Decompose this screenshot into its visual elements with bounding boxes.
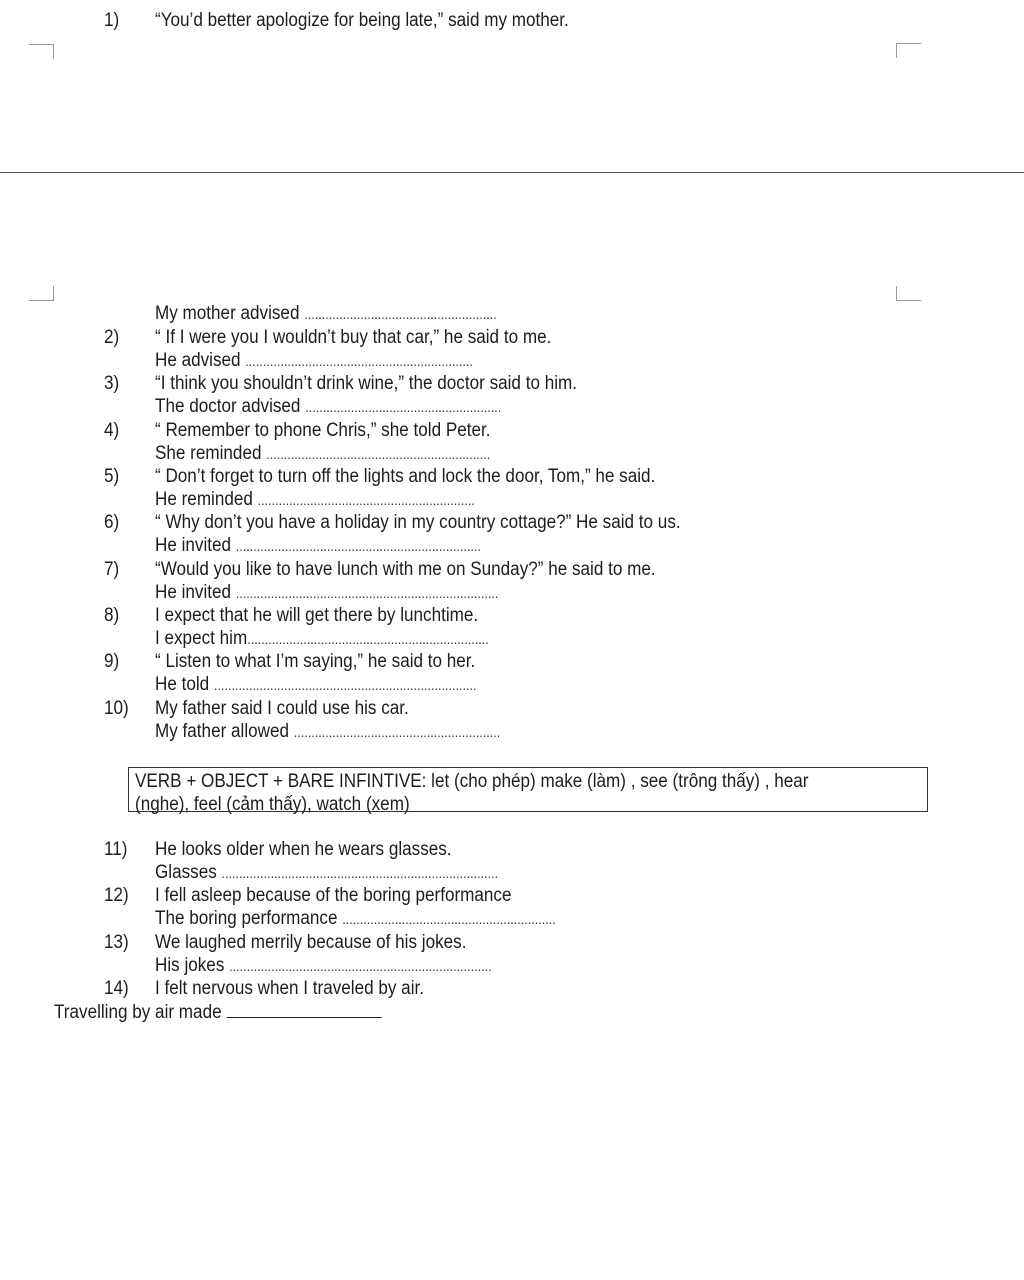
item-number: 13) [104,932,129,953]
item-number: 3) [104,373,120,394]
answer-line[interactable] [155,628,489,650]
answer-line[interactable] [54,1001,382,1024]
answer-blank: ........................................................ [305,399,502,415]
item-number: 5) [104,466,120,487]
item-sentence: My father said I could use his car. [155,698,409,719]
answer-lead: She reminded [155,443,262,464]
answer-line[interactable] [155,535,481,557]
answer-blank: ...................................................................... [235,538,481,554]
answer-lead: His jokes [155,955,225,976]
margin-corner-mark [896,286,921,301]
answer-lead: He invited [155,535,232,556]
item-number: 1) [104,10,120,31]
answer-line[interactable] [155,582,498,604]
answer-blank: ....................................................... [304,306,497,322]
item-sentence: We laughed merrily because of his jokes. [155,932,467,953]
item-number: 6) [104,512,120,533]
answer-blank: .............................................................. [257,492,475,508]
answer-lead: He invited [155,582,232,603]
item-number: 14) [104,978,129,999]
margin-corner-mark [29,44,54,59]
item-sentence: “ Don’t forget to turn off the lights and lock the door, Tom,” he said. [155,466,656,487]
answer-blank: ........................................................................... [229,958,492,974]
item-sentence: “ Remember to phone Chris,” she told Peter. [155,420,491,441]
answer-line[interactable] [155,862,498,884]
answer-line[interactable] [155,396,501,418]
answer-blank: ........................................................................... [235,585,499,601]
item-number: 8) [104,605,120,626]
item-number: 2) [104,327,120,348]
answer-line[interactable] [155,303,497,325]
item-number: 9) [104,651,120,672]
answer-blank: ............................................................................... [221,865,499,881]
item-sentence: “I think you shouldn’t drink wine,” the doctor said to him. [155,373,578,394]
answer-lead: Glasses [155,862,217,883]
answer-lead: My mother advised [155,303,300,324]
answer-line[interactable] [155,721,500,743]
answer-lead: The doctor advised [155,396,301,417]
answer-blank: ..................................................................... [247,631,489,647]
item-sentence: “ If I were you I wouldn’t buy that car,” he said to me. [155,327,552,348]
margin-corner-mark [896,43,921,58]
answer-line[interactable] [155,350,473,372]
rule-line-2: (nghe), feel (cảm thấy), watch (xem) [135,794,410,815]
answer-lead: He reminded [155,489,253,510]
margin-corner-mark [29,286,54,301]
item-sentence: “Would you like to have lunch with me on Sunday?” he said to me. [155,559,656,580]
item-sentence: “ Listen to what I’m saying,” he said to her. [155,651,476,672]
answer-line[interactable] [155,489,475,511]
item-number: 7) [104,559,120,580]
item-sentence: “You’d better apologize for being late,” said my mother. [155,10,569,31]
answer-lead: The boring performance [155,908,338,929]
answer-blank: ............................................................. [342,911,556,927]
answer-line[interactable] [155,674,476,696]
answer-lead: I expect him [155,628,248,649]
item-sentence: “ Why don’t you have a holiday in my country cottage?” He said to us. [155,512,681,533]
item-number: 4) [104,420,120,441]
answer-line[interactable] [155,955,492,977]
answer-blank: ................................................................ [266,446,491,462]
grammar-rule-box [128,767,928,815]
item-number: 10) [104,698,129,719]
answer-lead: Travelling by air made [54,1002,222,1023]
answer-lead: My father allowed [155,721,290,742]
answer-blank: ........................................................................... [213,677,477,693]
answer-blank-underline[interactable] [227,1001,382,1018]
item-number: 11) [104,839,128,860]
item-sentence: I expect that he will get there by lunchtime. [155,605,479,626]
answer-line[interactable] [155,908,556,930]
rule-line-1: VERB + OBJECT + BARE INFINTIVE: let (cho phép) make (làm) , see (trông thấy) , hear [135,771,809,792]
answer-blank: ........................................................... [293,724,501,740]
item-number: 12) [104,885,129,906]
answer-lead: He told [155,674,210,695]
item-sentence: He looks older when he wears glasses. [155,839,452,860]
answer-line[interactable] [155,443,490,465]
answer-blank: ................................................................. [245,353,473,369]
item-sentence: I felt nervous when I traveled by air. [155,978,425,999]
answer-lead: He advised [155,350,241,371]
item-sentence: I fell asleep because of the boring performance [155,885,512,906]
